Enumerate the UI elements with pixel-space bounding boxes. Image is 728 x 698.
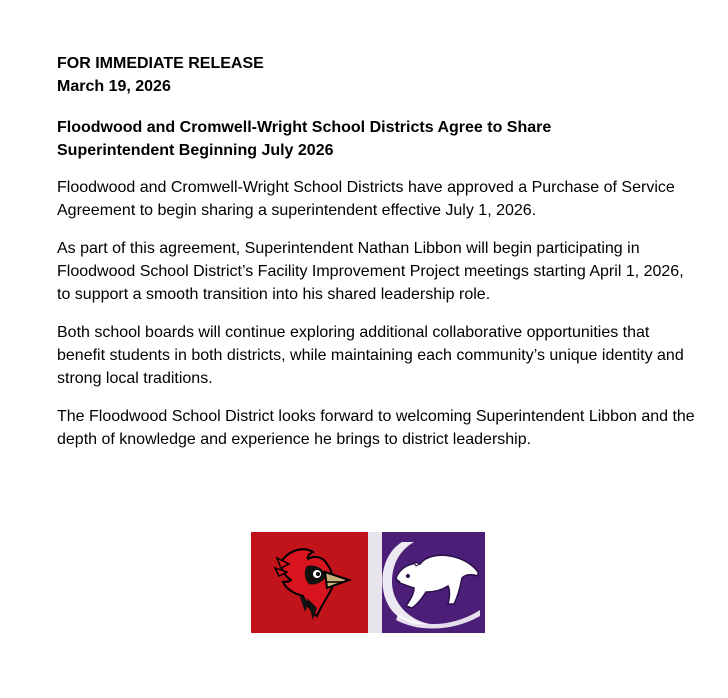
headline [57,116,697,162]
paragraph-3: Both school boards will continue exploring additional collaborative opportunities that benefit students in both districts, while maintaining each community’s unique identity and strong local traditions. [57,324,684,387]
paragraph-2: As part of this agreement, Superintendent Nathan Libbon will begin participating in Floodwood School District’s Facility Improvement Project meetings starting April 1, 2026, to support a smooth transition into his shared leadership role. [57,240,684,303]
district-logos [251,532,485,633]
headline-line-1: Floodwood and Cromwell-Wright School Districts Agree to Share [57,119,552,136]
release-date: March 19, 2026 [57,78,171,95]
cardinal-logo-icon [251,532,368,633]
paragraph-4: The Floodwood School District looks forward to welcoming Superintendent Libbon and the depth of knowledge and experience he brings to district leadership. [57,408,695,448]
press-release [57,52,697,451]
headline-line-2: Superintendent Beginning July 2026 [57,142,334,159]
polar-bear-logo-icon [368,532,485,633]
release-label: FOR IMMEDIATE RELEASE [57,55,264,72]
paragraph-1: Floodwood and Cromwell-Wright School Districts have approved a Purchase of Service Agreement to begin sharing a superintendent effective July 1, 2026. [57,179,675,219]
